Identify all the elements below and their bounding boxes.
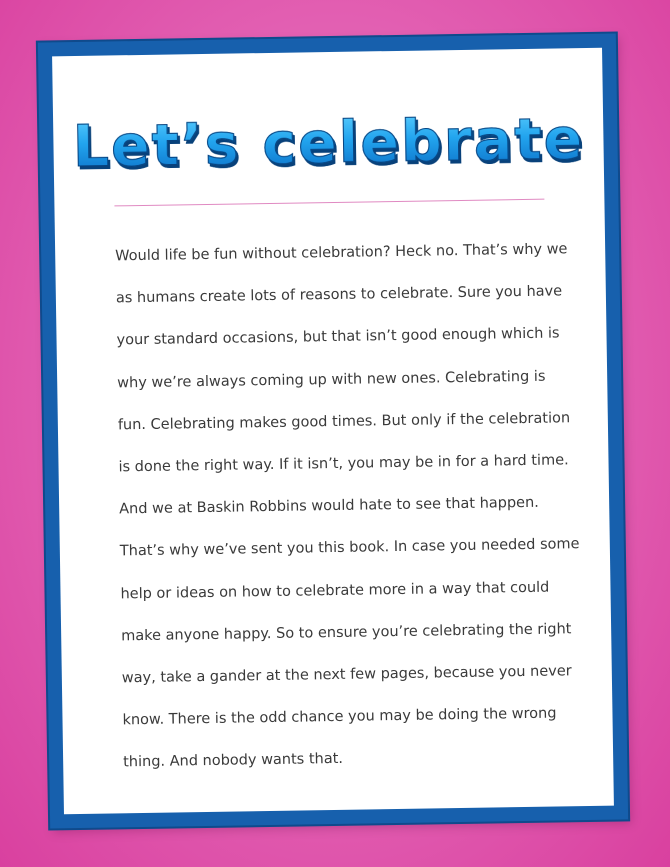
body-line: That’s why we’ve sent you this book. In case you needed some	[119, 536, 580, 560]
body-line: know. There is the odd chance you may be doing the wrong	[122, 705, 557, 729]
page-frame	[38, 34, 628, 829]
paper-card	[52, 48, 614, 815]
body-line: why we’re always coming up with new ones. Celebrating is	[117, 368, 546, 391]
title-divider	[114, 199, 544, 207]
body-line: your standard occasions, but that isn’t good enough which is	[116, 325, 560, 349]
body-line: fun. Celebrating makes good times. But only if the celebration	[117, 410, 571, 434]
body-line: way, take a gander at the next few pages, because you never	[121, 663, 572, 687]
body-line: as humans create lots of reasons to celebrate. Sure you have	[115, 283, 563, 307]
body-line: is done the right way. If it isn’t, you may be in for a hard time.	[118, 452, 569, 476]
body-line: Would life be fun without celebration? Heck no. That’s why we	[115, 241, 568, 265]
body-paragraph	[115, 228, 580, 784]
body-line: help or ideas on how to celebrate more in a way that could	[120, 579, 550, 602]
body-line: And we at Baskin Robbins would hate to see that happen.	[119, 494, 539, 518]
page-title: Let’s celebrate	[53, 106, 604, 181]
body-line: make anyone happy. So to ensure you’re celebrating the right	[121, 621, 572, 645]
body-line: thing. And nobody wants that.	[123, 751, 344, 771]
